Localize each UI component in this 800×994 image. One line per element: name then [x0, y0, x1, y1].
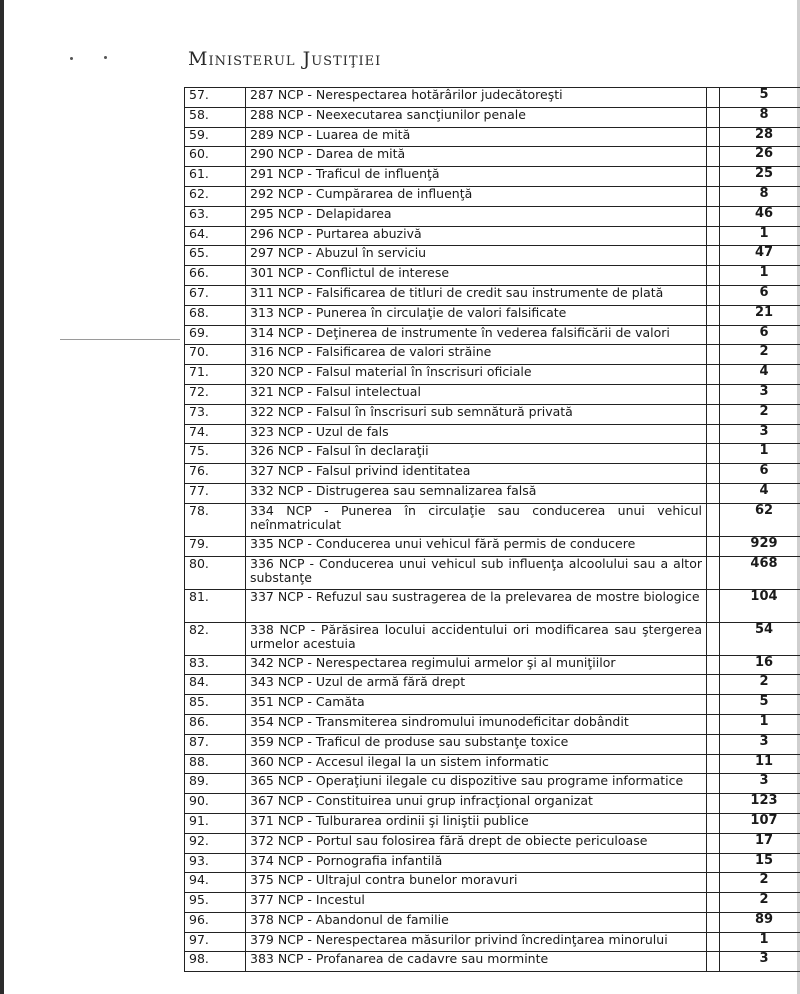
offense-count: 47 [720, 246, 800, 266]
offense-count: 929 [720, 536, 800, 556]
offense-description: 290 NCP - Darea de mită [246, 147, 707, 167]
row-number: 91. [185, 813, 246, 833]
row-number: 65. [185, 246, 246, 266]
offense-count: 107 [720, 813, 800, 833]
column-gap [707, 695, 720, 715]
row-number: 87. [185, 734, 246, 754]
column-gap [707, 226, 720, 246]
column-gap [707, 464, 720, 484]
column-gap [707, 424, 720, 444]
offense-count: 2 [720, 404, 800, 424]
table-row [185, 404, 800, 424]
offense-count: 28 [720, 127, 800, 147]
column-gap [707, 794, 720, 814]
offense-count: 5 [720, 88, 800, 108]
offense-description: 327 NCP - Falsul privind identitatea [246, 464, 707, 484]
offense-description: 359 NCP - Traficul de produse sau substanţe toxice [246, 734, 707, 754]
offense-description: 311 NCP - Falsificarea de titluri de credit sau instrumente de plată [246, 285, 707, 305]
offense-description: 365 NCP - Operaţiuni ilegale cu dispozitive sau programe informatice [246, 774, 707, 794]
row-number: 64. [185, 226, 246, 246]
row-number: 90. [185, 794, 246, 814]
offense-count: 6 [720, 325, 800, 345]
offense-description: 342 NCP - Nerespectarea regimului armelor şi al muniţiilor [246, 655, 707, 675]
column-gap [707, 305, 720, 325]
column-gap [707, 107, 720, 127]
offense-description: 289 NCP - Luarea de mită [246, 127, 707, 147]
table-row [185, 536, 800, 556]
column-gap [707, 246, 720, 266]
table-row [185, 556, 800, 589]
offense-description: 320 NCP - Falsul material în înscrisuri oficiale [246, 365, 707, 385]
row-number: 81. [185, 589, 246, 622]
column-gap [707, 622, 720, 655]
offense-description: 383 NCP - Profanarea de cadavre sau morminte [246, 952, 707, 972]
column-gap [707, 127, 720, 147]
column-gap [707, 206, 720, 226]
offense-count: 2 [720, 873, 800, 893]
table-row [185, 483, 800, 503]
offense-description: 379 NCP - Nerespectarea măsurilor privind încredinţarea minorului [246, 932, 707, 952]
offense-description: 375 NCP - Ultrajul contra bunelor moravuri [246, 873, 707, 893]
row-number: 63. [185, 206, 246, 226]
offense-count: 25 [720, 167, 800, 187]
column-gap [707, 873, 720, 893]
column-gap [707, 655, 720, 675]
table-row [185, 754, 800, 774]
row-number: 86. [185, 714, 246, 734]
row-number: 98. [185, 952, 246, 972]
row-number: 80. [185, 556, 246, 589]
row-number: 82. [185, 622, 246, 655]
offense-count: 6 [720, 464, 800, 484]
table-row [185, 695, 800, 715]
offense-count: 1 [720, 932, 800, 952]
scan-speck [70, 57, 73, 60]
column-gap [707, 675, 720, 695]
offense-description: 378 NCP - Abandonul de familie [246, 912, 707, 932]
column-gap [707, 186, 720, 206]
offense-description: 295 NCP - Delapidarea [246, 206, 707, 226]
row-number: 93. [185, 853, 246, 873]
row-number: 84. [185, 675, 246, 695]
table-row [185, 384, 800, 404]
column-gap [707, 813, 720, 833]
row-number: 72. [185, 384, 246, 404]
offense-description: 287 NCP - Nerespectarea hotărârilor judecătoreşti [246, 88, 707, 108]
offense-description: 335 NCP - Conducerea unui vehicul fără permis de conducere [246, 536, 707, 556]
column-gap [707, 536, 720, 556]
offense-description: 321 NCP - Falsul intelectual [246, 384, 707, 404]
column-gap [707, 734, 720, 754]
table-row [185, 246, 800, 266]
table-row [185, 305, 800, 325]
offense-count: 8 [720, 107, 800, 127]
offense-count: 21 [720, 305, 800, 325]
table-row [185, 893, 800, 913]
row-number: 73. [185, 404, 246, 424]
offense-description: 360 NCP - Accesul ilegal la un sistem informatic [246, 754, 707, 774]
offense-description: 377 NCP - Incestul [246, 893, 707, 913]
offense-description: 316 NCP - Falsificarea de valori străine [246, 345, 707, 365]
column-gap [707, 147, 720, 167]
offense-description: 337 NCP - Refuzul sau sustragerea de la prelevarea de mostre biologice [246, 589, 707, 622]
column-gap [707, 404, 720, 424]
scan-speck [104, 56, 107, 59]
offense-description: 301 NCP - Conflictul de interese [246, 266, 707, 286]
offense-count: 16 [720, 655, 800, 675]
column-gap [707, 952, 720, 972]
table-row [185, 127, 800, 147]
offense-statistics-table [184, 87, 800, 972]
offense-description: 323 NCP - Uzul de fals [246, 424, 707, 444]
table-row [185, 774, 800, 794]
column-gap [707, 384, 720, 404]
row-number: 71. [185, 365, 246, 385]
table-row [185, 734, 800, 754]
row-number: 58. [185, 107, 246, 127]
column-gap [707, 266, 720, 286]
column-gap [707, 774, 720, 794]
table-row [185, 952, 800, 972]
table-row [185, 589, 800, 622]
row-number: 85. [185, 695, 246, 715]
row-number: 96. [185, 912, 246, 932]
offense-count: 104 [720, 589, 800, 622]
column-gap [707, 444, 720, 464]
offense-description: 332 NCP - Distrugerea sau semnalizarea falsă [246, 483, 707, 503]
table-row [185, 833, 800, 853]
table-row [185, 503, 800, 536]
table-row [185, 444, 800, 464]
table-row [185, 675, 800, 695]
table-row [185, 873, 800, 893]
row-number: 89. [185, 774, 246, 794]
scan-artifact-line [60, 339, 180, 340]
row-number: 88. [185, 754, 246, 774]
table-row [185, 345, 800, 365]
column-gap [707, 325, 720, 345]
offense-description: 296 NCP - Purtarea abuzivă [246, 226, 707, 246]
table-row [185, 167, 800, 187]
offense-count: 3 [720, 774, 800, 794]
row-number: 75. [185, 444, 246, 464]
table-row [185, 88, 800, 108]
row-number: 78. [185, 503, 246, 536]
offense-description: 291 NCP - Traficul de influenţă [246, 167, 707, 187]
row-number: 76. [185, 464, 246, 484]
offense-count: 1 [720, 266, 800, 286]
column-gap [707, 345, 720, 365]
row-number: 69. [185, 325, 246, 345]
column-gap [707, 754, 720, 774]
table-row [185, 655, 800, 675]
offense-description: 334 NCP - Punerea în circulaţie sau conducerea unui vehicul neînmatriculat [246, 503, 707, 536]
offense-description: 313 NCP - Punerea în circulaţie de valori falsificate [246, 305, 707, 325]
offense-description: 367 NCP - Constituirea unui grup infracţional organizat [246, 794, 707, 814]
offense-count: 2 [720, 675, 800, 695]
offense-count: 2 [720, 893, 800, 913]
row-number: 68. [185, 305, 246, 325]
row-number: 97. [185, 932, 246, 952]
offense-description: 374 NCP - Pornografia infantilă [246, 853, 707, 873]
offense-count: 46 [720, 206, 800, 226]
offense-description: 354 NCP - Transmiterea sindromului imunodeficitar dobândit [246, 714, 707, 734]
offense-count: 11 [720, 754, 800, 774]
row-number: 61. [185, 167, 246, 187]
offense-description: 351 NCP - Camăta [246, 695, 707, 715]
offense-description: 322 NCP - Falsul în înscrisuri sub semnătură privată [246, 404, 707, 424]
offense-count: 4 [720, 483, 800, 503]
table-row [185, 813, 800, 833]
table-body [185, 88, 800, 972]
table-row [185, 794, 800, 814]
offense-description: 297 NCP - Abuzul în serviciu [246, 246, 707, 266]
table-row [185, 266, 800, 286]
offense-count: 26 [720, 147, 800, 167]
table-row [185, 714, 800, 734]
table-row [185, 912, 800, 932]
table-row [185, 186, 800, 206]
table-row [185, 325, 800, 345]
column-gap [707, 167, 720, 187]
column-gap [707, 912, 720, 932]
row-number: 94. [185, 873, 246, 893]
offense-count: 5 [720, 695, 800, 715]
table-row [185, 932, 800, 952]
offense-count: 468 [720, 556, 800, 589]
column-gap [707, 285, 720, 305]
row-number: 59. [185, 127, 246, 147]
row-number: 79. [185, 536, 246, 556]
offense-count: 3 [720, 384, 800, 404]
column-gap [707, 88, 720, 108]
table-row [185, 226, 800, 246]
column-gap [707, 365, 720, 385]
offense-description: 343 NCP - Uzul de armă fără drept [246, 675, 707, 695]
table-row [185, 853, 800, 873]
column-gap [707, 932, 720, 952]
column-gap [707, 853, 720, 873]
table-row [185, 622, 800, 655]
offense-count: 6 [720, 285, 800, 305]
offense-count: 8 [720, 186, 800, 206]
column-gap [707, 483, 720, 503]
offense-count: 17 [720, 833, 800, 853]
offense-count: 89 [720, 912, 800, 932]
offense-description: 338 NCP - Părăsirea locului accidentului ori modificarea sau ştergerea urmelor acestuia [246, 622, 707, 655]
row-number: 83. [185, 655, 246, 675]
offense-count: 1 [720, 714, 800, 734]
column-gap [707, 589, 720, 622]
offense-count: 15 [720, 853, 800, 873]
column-gap [707, 833, 720, 853]
row-number: 57. [185, 88, 246, 108]
offense-count: 123 [720, 794, 800, 814]
row-number: 66. [185, 266, 246, 286]
offense-count: 1 [720, 444, 800, 464]
offense-description: 288 NCP - Neexecutarea sancţiunilor penale [246, 107, 707, 127]
offense-count: 3 [720, 424, 800, 444]
offense-description: 326 NCP - Falsul în declaraţii [246, 444, 707, 464]
offense-description: 371 NCP - Tulburarea ordinii şi liniştii publice [246, 813, 707, 833]
row-number: 95. [185, 893, 246, 913]
scan-left-edge [0, 0, 4, 994]
row-number: 77. [185, 483, 246, 503]
offense-count: 2 [720, 345, 800, 365]
offense-count: 4 [720, 365, 800, 385]
column-gap [707, 503, 720, 536]
table-row [185, 464, 800, 484]
offense-description: 292 NCP - Cumpărarea de influenţă [246, 186, 707, 206]
column-gap [707, 893, 720, 913]
column-gap [707, 714, 720, 734]
offense-count: 3 [720, 952, 800, 972]
row-number: 92. [185, 833, 246, 853]
table-row [185, 206, 800, 226]
column-gap [707, 556, 720, 589]
offense-count: 1 [720, 226, 800, 246]
row-number: 74. [185, 424, 246, 444]
table-row [185, 424, 800, 444]
offense-count: 54 [720, 622, 800, 655]
row-number: 62. [185, 186, 246, 206]
table-row [185, 285, 800, 305]
ministry-header: Ministerul Justiţiei [188, 48, 382, 70]
row-number: 60. [185, 147, 246, 167]
table-row [185, 365, 800, 385]
offense-description: 314 NCP - Deţinerea de instrumente în vederea falsificării de valori [246, 325, 707, 345]
table-row [185, 107, 800, 127]
offense-description: 372 NCP - Portul sau folosirea fără drept de obiecte periculoase [246, 833, 707, 853]
offense-count: 3 [720, 734, 800, 754]
offense-count: 62 [720, 503, 800, 536]
offense-description: 336 NCP - Conducerea unui vehicul sub influenţa alcoolului sau a altor substanţe [246, 556, 707, 589]
table-row [185, 147, 800, 167]
row-number: 70. [185, 345, 246, 365]
row-number: 67. [185, 285, 246, 305]
